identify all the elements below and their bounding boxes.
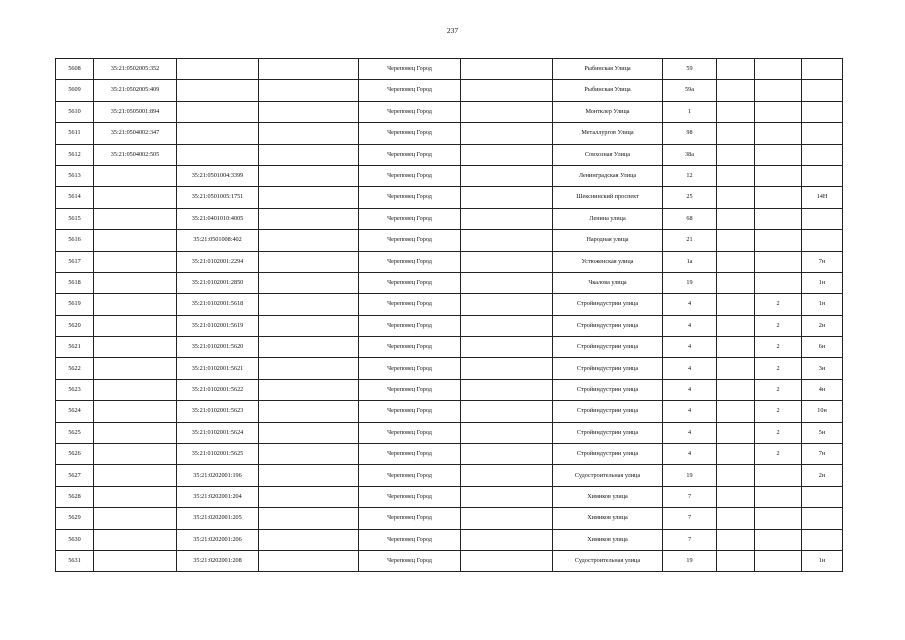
house-cell: 7 [663, 508, 717, 529]
cadastral-number-cell [94, 315, 177, 336]
house-cell: 12 [663, 165, 717, 186]
table-row [56, 59, 843, 80]
settlement-cell [461, 337, 553, 358]
building-cell [717, 465, 755, 486]
settlement-cell [461, 230, 553, 251]
premises-cell: 10н [802, 401, 843, 422]
house-cell: 98 [663, 123, 717, 144]
region-cell [259, 529, 359, 550]
building-cell [717, 144, 755, 165]
premises-cell: 6н [802, 337, 843, 358]
building-cell [717, 358, 755, 379]
building-cell [717, 294, 755, 315]
region-cell [259, 165, 359, 186]
house-cell: 4 [663, 444, 717, 465]
row-number-cell: 5620 [56, 315, 94, 336]
house-cell: 21 [663, 230, 717, 251]
cadastral-number-2-cell: 35:21:0102001:2294 [177, 251, 259, 272]
settlement-cell [461, 294, 553, 315]
cadastral-number-2-cell: 35:21:0102001:5624 [177, 422, 259, 443]
cadastral-number-cell [94, 230, 177, 251]
cadastral-number-2-cell: 35:21:0501004:3399 [177, 165, 259, 186]
settlement-cell [461, 379, 553, 400]
block-cell [755, 187, 802, 208]
street-cell: Стройиндустрии улица [553, 337, 663, 358]
cadastral-number-2-cell: 35:21:0202001:205 [177, 508, 259, 529]
city-cell: Череповец Город [359, 550, 461, 571]
premises-cell: 1н [802, 294, 843, 315]
region-cell [259, 422, 359, 443]
cadastral-number-cell [94, 486, 177, 507]
cadastral-number-cell [94, 422, 177, 443]
building-cell [717, 508, 755, 529]
house-cell: 1 [663, 101, 717, 122]
city-cell: Череповец Город [359, 208, 461, 229]
cadastral-number-cell [94, 272, 177, 293]
premises-cell: 1н [802, 272, 843, 293]
row-number-cell: 5615 [56, 208, 94, 229]
table-row [56, 358, 843, 379]
street-cell: Совхозная Улица [553, 144, 663, 165]
region-cell [259, 444, 359, 465]
region-cell [259, 294, 359, 315]
settlement-cell [461, 401, 553, 422]
premises-cell: 3н [802, 358, 843, 379]
cadastral-number-2-cell: 35:21:0102001:5621 [177, 358, 259, 379]
cadastral-number-2-cell: 35:21:0501008:402 [177, 230, 259, 251]
table-row [56, 379, 843, 400]
city-cell: Череповец Город [359, 422, 461, 443]
table-row [56, 337, 843, 358]
house-cell: 38а [663, 144, 717, 165]
street-cell: Судостроительная улица [553, 465, 663, 486]
street-cell: Чкалова улица [553, 272, 663, 293]
building-cell [717, 272, 755, 293]
house-cell: 4 [663, 315, 717, 336]
block-cell [755, 230, 802, 251]
house-cell: 4 [663, 358, 717, 379]
city-cell: Череповец Город [359, 230, 461, 251]
premises-cell: 14Н [802, 187, 843, 208]
cadastral-number-2-cell [177, 101, 259, 122]
city-cell: Череповец Город [359, 337, 461, 358]
row-number-cell: 5625 [56, 422, 94, 443]
settlement-cell [461, 251, 553, 272]
house-cell: 7 [663, 529, 717, 550]
city-cell: Череповец Город [359, 358, 461, 379]
cadastral-number-2-cell: 35:21:0102001:5618 [177, 294, 259, 315]
city-cell: Череповец Город [359, 187, 461, 208]
region-cell [259, 187, 359, 208]
city-cell: Череповец Город [359, 294, 461, 315]
block-cell [755, 80, 802, 101]
row-number-cell: 5630 [56, 529, 94, 550]
block-cell: 2 [755, 337, 802, 358]
table-row [56, 294, 843, 315]
city-cell: Череповец Город [359, 165, 461, 186]
row-number-cell: 5617 [56, 251, 94, 272]
cadastral-number-2-cell: 35:21:0102001:5619 [177, 315, 259, 336]
cadastral-number-cell [94, 529, 177, 550]
premises-cell: 5н [802, 422, 843, 443]
region-cell [259, 379, 359, 400]
settlement-cell [461, 465, 553, 486]
row-number-cell: 5612 [56, 144, 94, 165]
region-cell [259, 80, 359, 101]
premises-cell [802, 165, 843, 186]
region-cell [259, 358, 359, 379]
table-row [56, 251, 843, 272]
cadastral-number-cell [94, 379, 177, 400]
house-cell: 4 [663, 401, 717, 422]
block-cell [755, 465, 802, 486]
street-cell: Стройиндустрии улица [553, 315, 663, 336]
block-cell [755, 59, 802, 80]
city-cell: Череповец Город [359, 465, 461, 486]
city-cell: Череповец Город [359, 508, 461, 529]
region-cell [259, 230, 359, 251]
house-cell: 4 [663, 337, 717, 358]
building-cell [717, 187, 755, 208]
street-cell: Стройиндустрии улица [553, 401, 663, 422]
block-cell: 2 [755, 444, 802, 465]
city-cell: Череповец Город [359, 59, 461, 80]
block-cell [755, 251, 802, 272]
row-number-cell: 5621 [56, 337, 94, 358]
settlement-cell [461, 187, 553, 208]
building-cell [717, 422, 755, 443]
region-cell [259, 208, 359, 229]
building-cell [717, 444, 755, 465]
cadastral-number-2-cell: 35:21:0202001:208 [177, 550, 259, 571]
house-cell: 19 [663, 550, 717, 571]
house-cell: 59 [663, 59, 717, 80]
cadastral-number-cell [94, 508, 177, 529]
premises-cell [802, 101, 843, 122]
cadastral-number-cell [94, 401, 177, 422]
street-cell: Монтклер Улица [553, 101, 663, 122]
block-cell [755, 508, 802, 529]
table-row [56, 465, 843, 486]
cadastral-number-cell [94, 294, 177, 315]
premises-cell: 2н [802, 465, 843, 486]
house-cell: 7 [663, 486, 717, 507]
house-cell: 4 [663, 422, 717, 443]
table-row [56, 80, 843, 101]
settlement-cell [461, 422, 553, 443]
building-cell [717, 123, 755, 144]
region-cell [259, 508, 359, 529]
settlement-cell [461, 529, 553, 550]
region-cell [259, 315, 359, 336]
building-cell [717, 550, 755, 571]
building-cell [717, 401, 755, 422]
street-cell: Ленина улица [553, 208, 663, 229]
cadastral-number-2-cell: 35:21:0102001:2850 [177, 272, 259, 293]
building-cell [717, 208, 755, 229]
street-cell: Рыбинская Улица [553, 80, 663, 101]
cadastral-number-cell [94, 444, 177, 465]
premises-cell [802, 230, 843, 251]
settlement-cell [461, 144, 553, 165]
city-cell: Череповец Город [359, 123, 461, 144]
block-cell: 2 [755, 294, 802, 315]
cadastral-number-cell: 35:21:0504002:347 [94, 123, 177, 144]
row-number-cell: 5622 [56, 358, 94, 379]
block-cell [755, 144, 802, 165]
house-cell: 19 [663, 465, 717, 486]
cadastral-number-2-cell: 35:21:0202001:206 [177, 529, 259, 550]
block-cell [755, 165, 802, 186]
region-cell [259, 59, 359, 80]
city-cell: Череповец Город [359, 272, 461, 293]
region-cell [259, 337, 359, 358]
building-cell [717, 165, 755, 186]
block-cell [755, 486, 802, 507]
cadastral-number-cell [94, 187, 177, 208]
row-number-cell: 5624 [56, 401, 94, 422]
block-cell: 2 [755, 358, 802, 379]
settlement-cell [461, 508, 553, 529]
page-number: 237 [446, 26, 459, 35]
city-cell: Череповец Город [359, 529, 461, 550]
cadastral-number-cell: 35:21:0502005:352 [94, 59, 177, 80]
cadastral-number-2-cell: 35:21:0102001:5625 [177, 444, 259, 465]
table-row [56, 529, 843, 550]
cadastral-number-2-cell [177, 123, 259, 144]
city-cell: Череповец Город [359, 251, 461, 272]
region-cell [259, 550, 359, 571]
settlement-cell [461, 123, 553, 144]
premises-cell [802, 123, 843, 144]
row-number-cell: 5627 [56, 465, 94, 486]
street-cell: Шекснинский проспект [553, 187, 663, 208]
settlement-cell [461, 315, 553, 336]
street-cell: Народная улица [553, 230, 663, 251]
city-cell: Череповец Город [359, 401, 461, 422]
region-cell [259, 123, 359, 144]
city-cell: Череповец Город [359, 444, 461, 465]
street-cell: Рыбинская Улица [553, 59, 663, 80]
settlement-cell [461, 208, 553, 229]
settlement-cell [461, 59, 553, 80]
house-cell: 1а [663, 251, 717, 272]
settlement-cell [461, 272, 553, 293]
table-row [56, 401, 843, 422]
region-cell [259, 486, 359, 507]
cadastral-number-2-cell: 35:21:0102001:5620 [177, 337, 259, 358]
row-number-cell: 5609 [56, 80, 94, 101]
cadastral-number-cell [94, 337, 177, 358]
building-cell [717, 251, 755, 272]
block-cell [755, 529, 802, 550]
settlement-cell [461, 550, 553, 571]
street-cell: Стройиндустрии улица [553, 379, 663, 400]
table-row [56, 208, 843, 229]
premises-cell [802, 59, 843, 80]
street-cell: Химиков улица [553, 486, 663, 507]
cadastral-number-cell [94, 165, 177, 186]
cadastral-number-2-cell: 35:21:0202001:204 [177, 486, 259, 507]
settlement-cell [461, 165, 553, 186]
building-cell [717, 230, 755, 251]
block-cell [755, 101, 802, 122]
row-number-cell: 5614 [56, 187, 94, 208]
cadastral-number-cell: 35:21:0502005:409 [94, 80, 177, 101]
premises-cell [802, 529, 843, 550]
block-cell: 2 [755, 315, 802, 336]
block-cell: 2 [755, 422, 802, 443]
cadastral-number-cell: 35:21:0504002:505 [94, 144, 177, 165]
row-number-cell: 5616 [56, 230, 94, 251]
cadastral-number-cell [94, 358, 177, 379]
region-cell [259, 465, 359, 486]
building-cell [717, 337, 755, 358]
table-row [56, 444, 843, 465]
premises-cell: 2н [802, 315, 843, 336]
table-row [56, 165, 843, 186]
cadastral-number-2-cell [177, 80, 259, 101]
settlement-cell [461, 486, 553, 507]
street-cell: Химиков улица [553, 508, 663, 529]
cadastral-number-cell: 35:21:0505001:894 [94, 101, 177, 122]
table-row [56, 101, 843, 122]
cadastral-number-2-cell: 35:21:0102001:5622 [177, 379, 259, 400]
city-cell: Череповец Город [359, 379, 461, 400]
cadastral-number-cell [94, 208, 177, 229]
street-cell: Стройиндустрии улица [553, 358, 663, 379]
cadastral-number-2-cell: 35:21:0102001:5623 [177, 401, 259, 422]
cadastral-number-2-cell [177, 144, 259, 165]
premises-cell [802, 144, 843, 165]
settlement-cell [461, 358, 553, 379]
house-cell: 68 [663, 208, 717, 229]
region-cell [259, 251, 359, 272]
property-table [55, 58, 843, 572]
block-cell: 2 [755, 401, 802, 422]
table-row [56, 187, 843, 208]
row-number-cell: 5613 [56, 165, 94, 186]
region-cell [259, 272, 359, 293]
house-cell: 4 [663, 294, 717, 315]
street-cell: Металлургов Улица [553, 123, 663, 144]
street-cell: Стройиндустрии улица [553, 422, 663, 443]
cadastral-number-cell [94, 550, 177, 571]
table-row [56, 230, 843, 251]
building-cell [717, 80, 755, 101]
settlement-cell [461, 101, 553, 122]
street-cell: Судостроительная улица [553, 550, 663, 571]
table-row [56, 315, 843, 336]
cadastral-number-2-cell: 35:21:0501005:1751 [177, 187, 259, 208]
cadastral-number-2-cell: 35:21:0401010:4005 [177, 208, 259, 229]
city-cell: Череповец Город [359, 80, 461, 101]
table-row [56, 144, 843, 165]
premises-cell [802, 80, 843, 101]
row-number-cell: 5618 [56, 272, 94, 293]
block-cell [755, 208, 802, 229]
block-cell [755, 123, 802, 144]
premises-cell: 7н [802, 444, 843, 465]
city-cell: Череповец Город [359, 486, 461, 507]
block-cell: 2 [755, 379, 802, 400]
building-cell [717, 315, 755, 336]
street-cell: Стройиндустрии улица [553, 294, 663, 315]
table-row [56, 486, 843, 507]
building-cell [717, 59, 755, 80]
table-row [56, 550, 843, 571]
house-cell: 25 [663, 187, 717, 208]
row-number-cell: 5619 [56, 294, 94, 315]
table-row [56, 422, 843, 443]
building-cell [717, 486, 755, 507]
premises-cell [802, 508, 843, 529]
row-number-cell: 5610 [56, 101, 94, 122]
settlement-cell [461, 444, 553, 465]
building-cell [717, 101, 755, 122]
house-cell: 19 [663, 272, 717, 293]
city-cell: Череповец Город [359, 144, 461, 165]
row-number-cell: 5626 [56, 444, 94, 465]
row-number-cell: 5631 [56, 550, 94, 571]
street-cell: Устюженская улица [553, 251, 663, 272]
building-cell [717, 529, 755, 550]
block-cell [755, 550, 802, 571]
cadastral-number-cell [94, 251, 177, 272]
city-cell: Череповец Город [359, 101, 461, 122]
house-cell: 59а [663, 80, 717, 101]
region-cell [259, 401, 359, 422]
premises-cell [802, 486, 843, 507]
building-cell [717, 379, 755, 400]
street-cell: Ленинградская Улица [553, 165, 663, 186]
row-number-cell: 5628 [56, 486, 94, 507]
table-body [56, 59, 843, 572]
settlement-cell [461, 80, 553, 101]
cadastral-number-2-cell: 35:21:0202001:196 [177, 465, 259, 486]
premises-cell: 1н [802, 550, 843, 571]
block-cell [755, 272, 802, 293]
row-number-cell: 5623 [56, 379, 94, 400]
street-cell: Химиков улица [553, 529, 663, 550]
cadastral-number-2-cell [177, 59, 259, 80]
region-cell [259, 144, 359, 165]
cadastral-number-cell [94, 465, 177, 486]
premises-cell [802, 208, 843, 229]
house-cell: 4 [663, 379, 717, 400]
premises-cell: 4н [802, 379, 843, 400]
table-row [56, 508, 843, 529]
row-number-cell: 5629 [56, 508, 94, 529]
row-number-cell: 5608 [56, 59, 94, 80]
region-cell [259, 101, 359, 122]
table-row [56, 123, 843, 144]
table-row [56, 272, 843, 293]
premises-cell: 7н [802, 251, 843, 272]
city-cell: Череповец Город [359, 315, 461, 336]
row-number-cell: 5611 [56, 123, 94, 144]
street-cell: Стройиндустрии улица [553, 444, 663, 465]
